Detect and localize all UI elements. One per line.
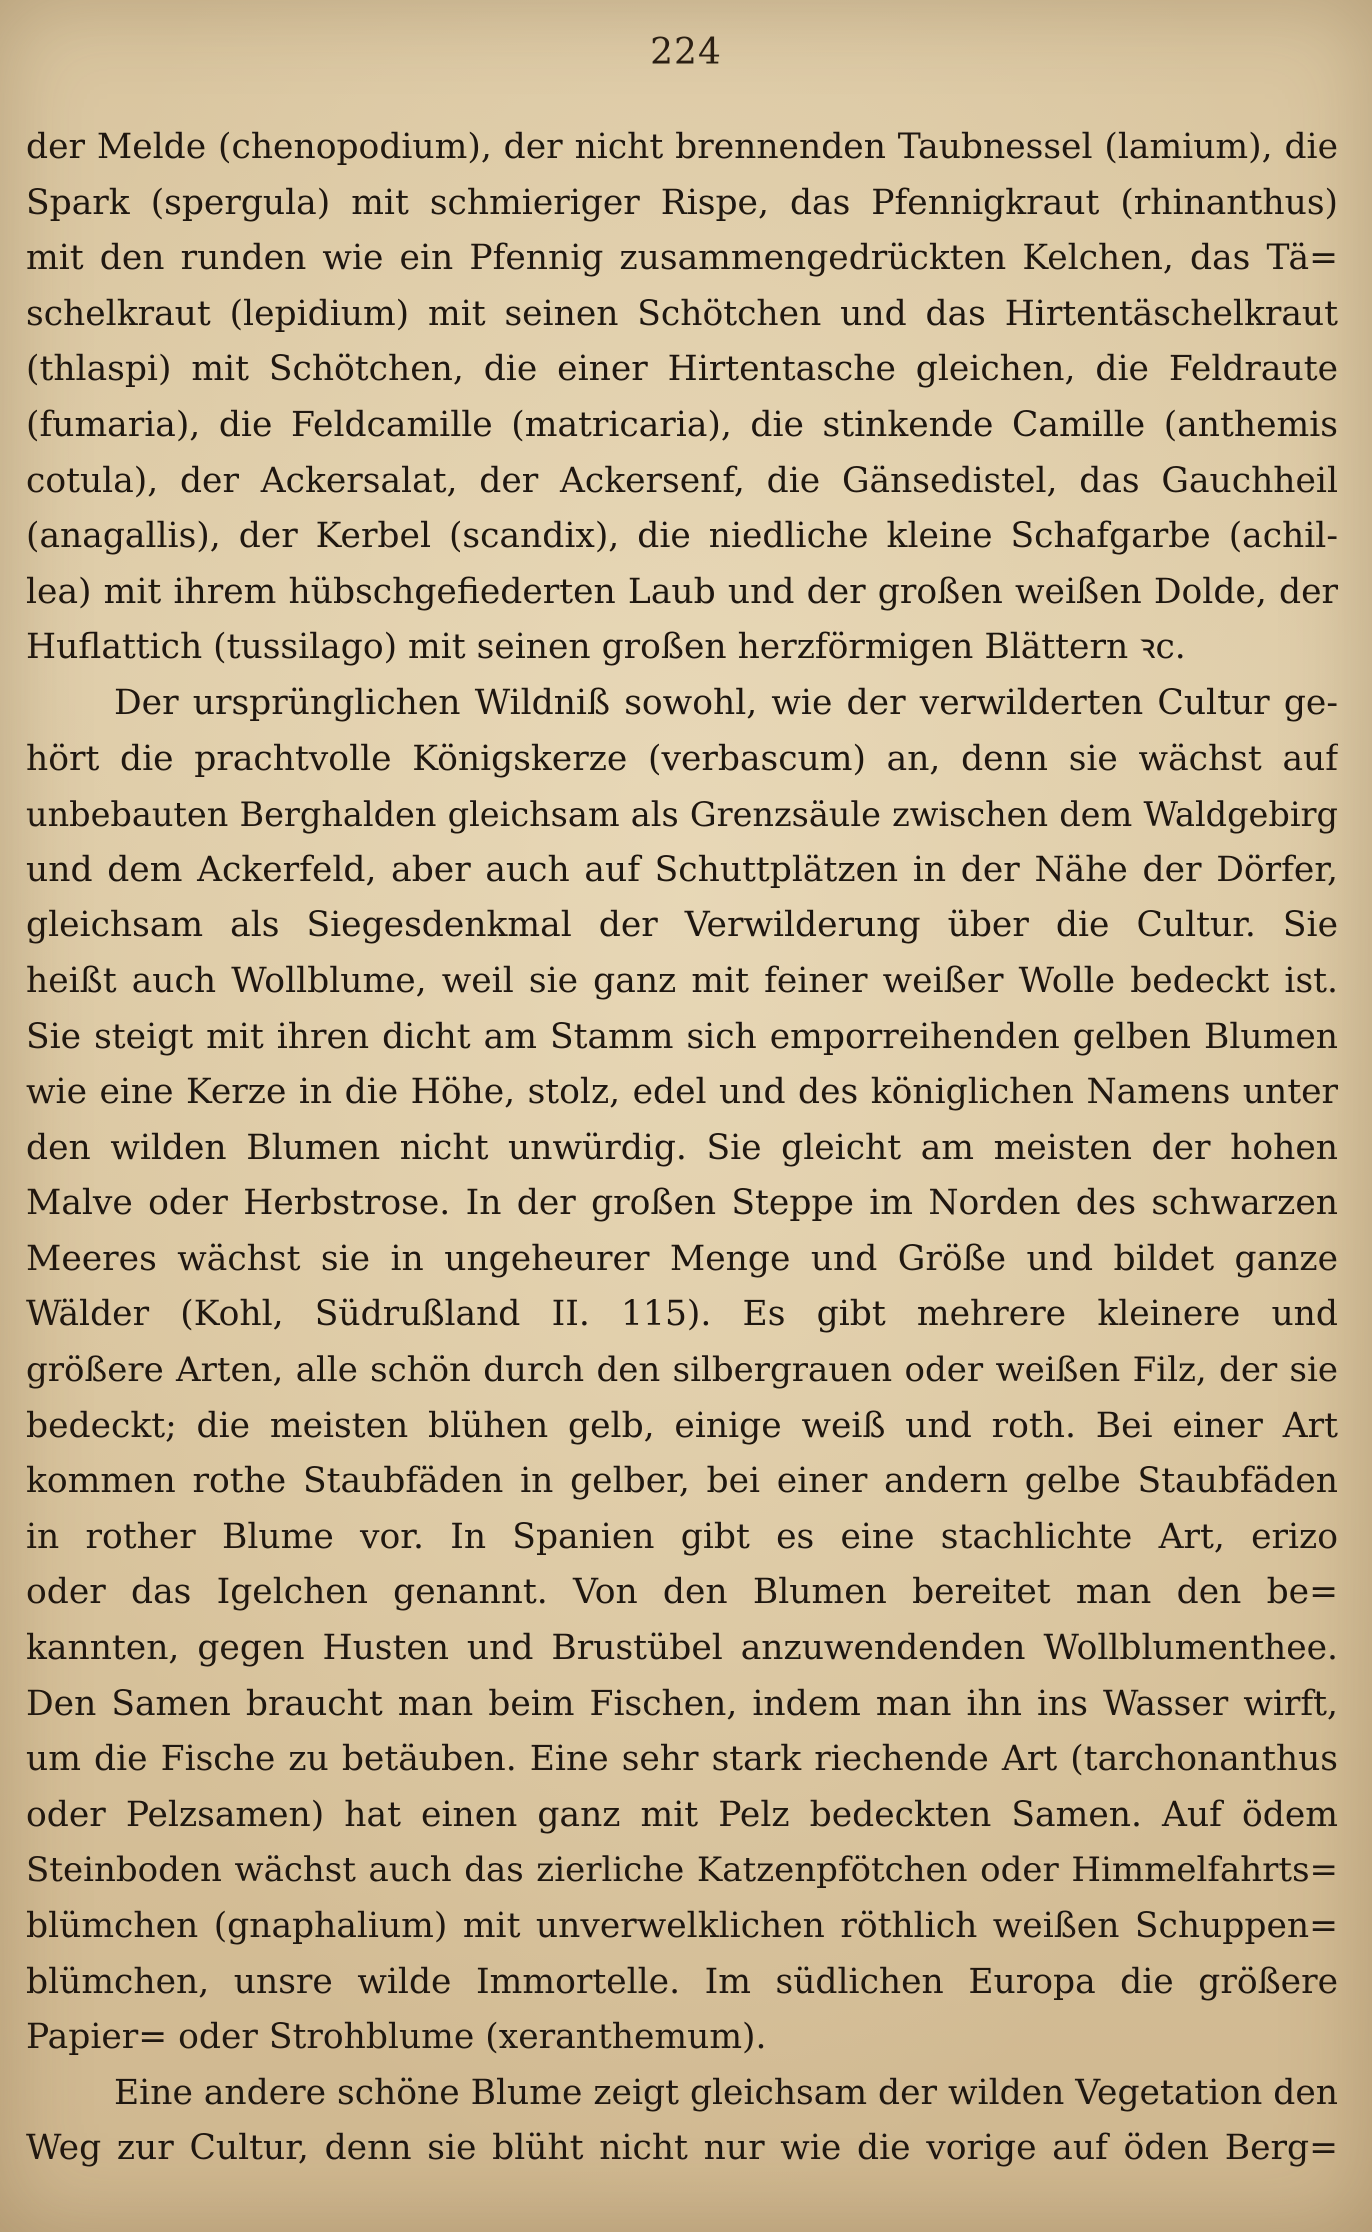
text-line: mit den runden wie ein Pfennig zusammengedrückten Kelchen, das Tä= bbox=[26, 238, 1338, 279]
text-line: Malve oder Herbstrose. In der großen Steppe im Norden des schwarzen bbox=[26, 1183, 1338, 1224]
text-line: Sie steigt mit ihren dicht am Stamm sich emporreihenden gelben Blumen bbox=[26, 1016, 1338, 1057]
text-line: Den Samen braucht man beim Fischen, indem man ihn ins Wasser wirft, bbox=[26, 1683, 1338, 1724]
text-line: (anagallis), der Kerbel (scandix), die niedliche kleine Schafgarbe (achil- bbox=[26, 516, 1338, 557]
text-line: bedeckt; die meisten blühen gelb, einige weiß und roth. Bei einer Art bbox=[26, 1405, 1338, 1446]
text-line: Steinboden wächst auch das zierliche Katzenpfötchen oder Himmelfahrts= bbox=[26, 1850, 1338, 1891]
text-line: oder Pelzsamen) hat einen ganz mit Pelz bedeckten Samen. Auf ödem bbox=[26, 1794, 1338, 1835]
text-line: Papier= oder Strohblume (xeranthemum). bbox=[26, 2017, 767, 2058]
text-line: Wälder (Kohl, Südrußland II. 115). Es gibt mehrere kleinere und bbox=[26, 1294, 1338, 1335]
text-line: um die Fische zu betäuben. Eine sehr stark riechende Art (tarchonanthus bbox=[26, 1739, 1338, 1780]
text-line: der Melde (chenopodium), der nicht brennenden Taubnessel (lamium), die bbox=[26, 127, 1338, 167]
text-line: blümchen, unsre wilde Immortelle. Im südlichen Europa die größere bbox=[26, 1961, 1338, 2002]
body-text bbox=[26, 120, 1338, 2177]
text-line: Huflattich (tussilago) mit seinen großen herzförmigen Blättern ꝛc. bbox=[26, 627, 1186, 668]
text-line: Weg zur Cultur, denn sie blüht nicht nur wie die vorige auf öden Berg= bbox=[26, 2128, 1338, 2169]
text-line: (fumaria), die Feldcamille (matricaria), die stinkende Camille (anthemis bbox=[26, 404, 1338, 445]
page-number: 224 bbox=[650, 32, 722, 73]
text-line: schelkraut (lepidium) mit seinen Schötchen und das Hirtentäschelkraut bbox=[26, 293, 1338, 334]
text-line: und dem Ackerfeld, aber auch auf Schuttplätzen in der Nähe der Dörfer, bbox=[26, 849, 1338, 890]
text-line: kommen rothe Staubfäden in gelber, bei einer andern gelbe Staubfäden bbox=[26, 1461, 1338, 1502]
text-line: wie eine Kerze in die Höhe, stolz, edel und des königlichen Namens unter bbox=[26, 1072, 1338, 1113]
text-line: gleichsam als Siegesdenkmal der Verwilderung über die Cultur. Sie bbox=[26, 905, 1338, 946]
text-line: den wilden Blumen nicht unwürdig. Sie gleicht am meisten der hohen bbox=[26, 1127, 1338, 1168]
text-line: lea) mit ihrem hübschgefiederten Laub und der großen weißen Dolde, der bbox=[26, 571, 1338, 612]
text-line: in rother Blume vor. In Spanien gibt es eine stachlichte Art, erizo bbox=[26, 1516, 1338, 1557]
text-line: Spark (spergula) mit schmieriger Rispe, das Pfennigkraut (rhinanthus) bbox=[26, 182, 1338, 223]
text-line: cotula), der Ackersalat, der Ackersenf, die Gänsedistel, das Gauchheil bbox=[26, 460, 1338, 501]
text-line: kannten, gegen Husten und Brustübel anzuwendenden Wollblumenthee. bbox=[26, 1628, 1338, 1669]
text-line: oder das Igelchen genannt. Von den Blumen bereitet man den be= bbox=[26, 1572, 1338, 1613]
text-line: unbebauten Berghalden gleichsam als Grenzsäule zwischen dem Waldgebirg bbox=[26, 795, 1338, 835]
text-line: heißt auch Wollblume, weil sie ganz mit feiner weißer Wolle bedeckt ist. bbox=[26, 960, 1338, 1001]
text-line: größere Arten, alle schön durch den silbergrauen oder weißen Filz, der sie bbox=[26, 1350, 1338, 1391]
text-line: Meeres wächst sie in ungeheurer Menge und Größe und bildet ganze bbox=[26, 1238, 1338, 1279]
paragraph-start-line: Eine andere schöne Blume zeigt gleichsam der wilden Vegetation den bbox=[114, 2072, 1338, 2113]
paragraph-start-line: Der ursprünglichen Wildniß sowohl, wie der verwilderten Cultur ge- bbox=[114, 682, 1338, 723]
text-line: (thlaspi) mit Schötchen, die einer Hirtentasche gleichen, die Feldraute bbox=[26, 349, 1338, 390]
text-line: blümchen (gnaphalium) mit unverwelklichen röthlich weißen Schuppen= bbox=[26, 1906, 1338, 1946]
text-line: hört die prachtvolle Königskerze (verbascum) an, denn sie wächst auf bbox=[26, 738, 1338, 779]
